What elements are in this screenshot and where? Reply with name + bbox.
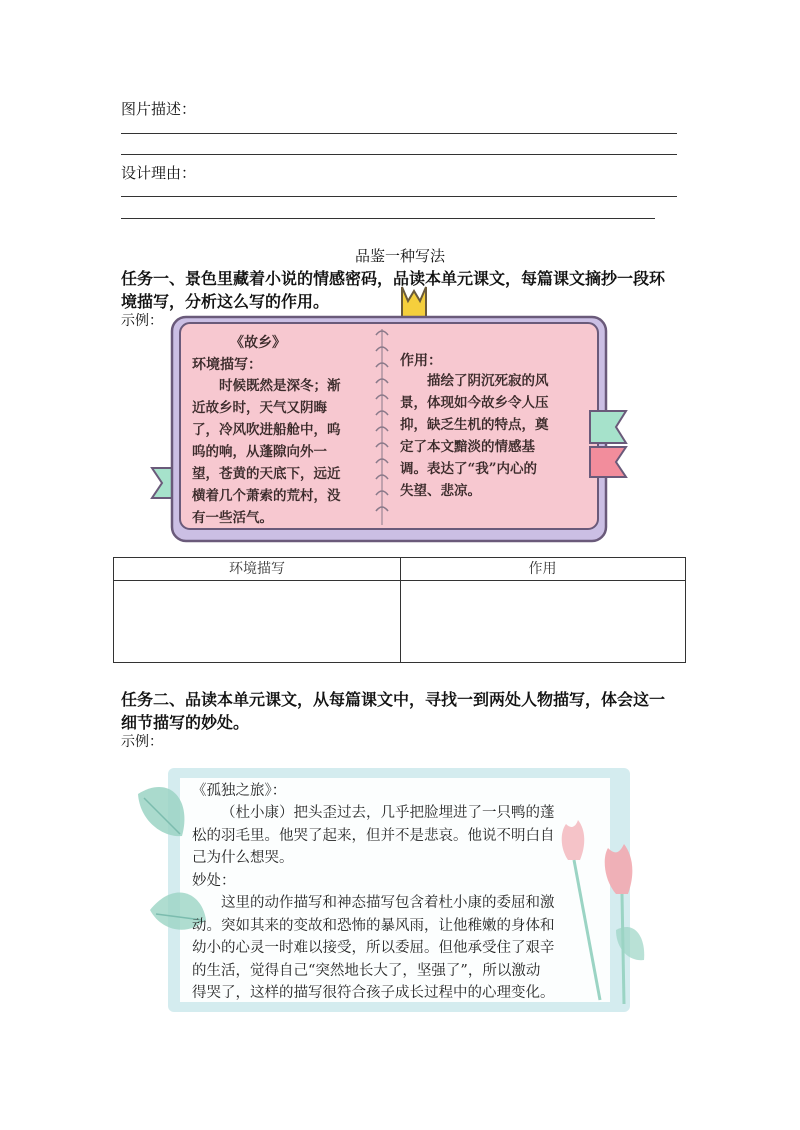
- writing-line: [121, 218, 655, 219]
- task2-line1: 任务二、品读本单元课文，从每篇课文中，寻找一到两处人物描写，体会这一: [121, 690, 666, 709]
- task1-line2: 境描写，分析这么写的作用。: [121, 292, 330, 311]
- card-analysis-label: 妙处：: [192, 873, 236, 889]
- card-title: 《孤独之旅》：: [192, 783, 287, 799]
- ribbon-icon: [590, 447, 626, 477]
- task2-example-label: 示例：: [121, 734, 163, 750]
- card-quote: （杜小康）把头歪过去，几乎把脸埋进了一只鸭的蓬 松的羽毛里。他哭了起来，但并不是悲哀。他说不明白自 己为什么想哭。: [192, 805, 555, 866]
- task1-example-label: 示例：: [121, 313, 163, 329]
- effect-heading: 作用：: [400, 353, 442, 369]
- table-header-environment: 环境描写: [114, 558, 400, 581]
- environment-heading: 环境描写：: [192, 357, 262, 373]
- effect-text: 描绘了阴沉死寂的风 景，体现如今故乡令人压 抑，缺乏生机的特点，奠 定了本文黯淡的情感基 调。表达了“我”内心的 失望、悲凉。: [400, 373, 549, 499]
- answer-table: [113, 557, 686, 663]
- task2-line2: 细节描写的妙处。: [121, 713, 250, 732]
- environment-text: 时候既然是深冬；渐 近故乡时，天气又阴晦 了，冷风吹进船舱中，呜 呜的响，从蓬隙向外一 望，苍黄的天底下，远近 横着几个萧索的荒村，没 有一些活气。: [192, 378, 341, 526]
- table-cell-effect[interactable]: [401, 581, 685, 662]
- writing-line: [121, 154, 677, 155]
- table-cell-environment[interactable]: [114, 581, 400, 662]
- writing-line: [121, 133, 677, 134]
- card-analysis: 这里的动作描写和神态描写包含着杜小康的委屈和激 动。突如其来的变故和恐怖的暴风雨，让他稚嫩的身体和 幼小的心灵一时难以接受，所以委屈。但他承受住了艰辛 的生活，觉得自己“突然地长大了，坚强了”，所以激动 得哭了，这样的描写很符合孩子成长过程中的心理变化。: [192, 895, 555, 1001]
- design-reason-label: 设计理由：: [121, 164, 197, 182]
- book-title: 《故乡》: [230, 335, 286, 351]
- writing-line: [121, 196, 677, 197]
- section-title: 品鉴一种写法: [354, 247, 445, 265]
- table-header-effect: 作用: [400, 558, 685, 581]
- ribbon-icon: [590, 411, 626, 443]
- task1-line1: 任务一、景色里藏着小说的情感密码，品读本单元课文，每篇课文摘抄一段环: [121, 269, 666, 288]
- picture-description-label: 图片描述：: [121, 100, 197, 118]
